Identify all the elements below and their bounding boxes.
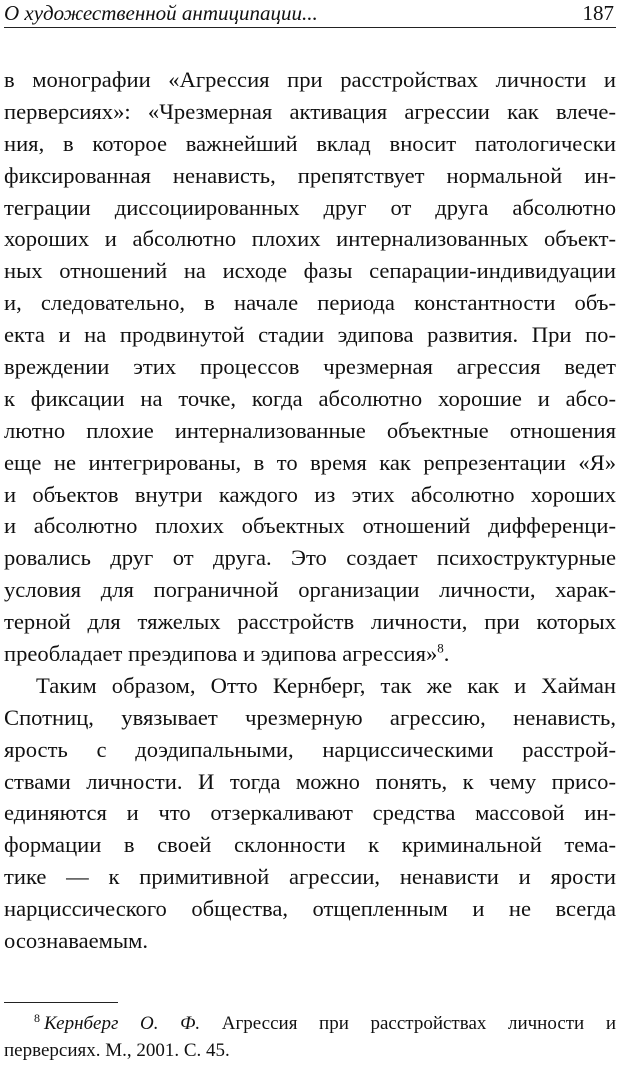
text-line: единяются и что отзеркаливают средства массовой ин- (4, 800, 616, 826)
paragraph-first-line: Таким образом, Отто Кернберг, так же как и Хайман (36, 672, 616, 698)
footnote (4, 1010, 616, 1064)
quote-end-text: преобладает преэдипова и эдипова агрессия» (4, 641, 438, 667)
text-line: условия для пограничной организации личности, харак- (4, 577, 616, 603)
running-header (4, 0, 616, 28)
text-line: к фиксации на точке, когда абсолютно хорошие и абсо- (4, 385, 616, 411)
text-line: лютно плохие интернализованные объектные отношения (4, 417, 616, 443)
text-line: ных отношений на исходе фазы сепарации-индивидуации (4, 258, 616, 284)
text-line: и объектов внутри каждого из этих абсолютно хороших (4, 481, 616, 507)
text-line: ствами личности. И тогда можно понять, к чему присо- (4, 768, 616, 794)
text-line: тике — к примитивной агрессии, ненависти и ярости (4, 864, 616, 890)
text-line-quote-end (4, 638, 616, 670)
text-line: ярость с доэдипальными, нарциссическими расстрой- (4, 736, 616, 762)
text-line: и, следовательно, в начале периода константности объ- (4, 290, 616, 316)
text-line: перверсиях»: «Чрезмерная активация агрессии как влече- (4, 98, 616, 124)
text-line: формации в своей склонности к криминальной тема- (4, 832, 616, 858)
footnote-number: 8 (34, 1010, 40, 1025)
text-line: еще не интегрированы, в то время как репрезентации «Я» (4, 449, 616, 475)
footnote-reference[interactable]: 8 (437, 640, 444, 656)
text-line: в монографии «Агрессия при расстройствах личности и (4, 67, 616, 92)
text-line: ния, в которое важнейший вклад вносит патологически (4, 130, 616, 156)
page-number: 187 (582, 1, 614, 25)
text-line: фиксированная ненависть, препятствует нормальной ин- (4, 162, 616, 188)
footnote-title: Агрессия при расстройствах личности и (221, 1013, 617, 1034)
text-line: и абсолютно плохих объектных отношений дифференци- (4, 513, 616, 539)
footnote-line: перверсиях. М., 2001. С. 45. (4, 1040, 230, 1061)
text-line: екта и на продвинутой стадии эдипова развития. При по- (4, 322, 616, 348)
running-header-title: О художественной антиципации... (4, 1, 318, 25)
text-line: Спотниц, увязывает чрезмерную агрессию, ненависть, (4, 704, 616, 730)
text-line: нарциссического общества, отщепленным и не всегда (4, 896, 616, 922)
body-text (4, 64, 616, 957)
text-line: вреждении этих процессов чрезмерная агрессия ведет (4, 354, 616, 380)
footnote-line (4, 1010, 616, 1037)
text-line: осознаваемым. (4, 928, 149, 954)
text-line: теграции диссоциированных друг от друга абсолютно (4, 194, 616, 220)
text-line: ровались друг от друга. Это создает психоструктурные (4, 545, 616, 571)
text-line: терной для тяжелых расстройств личности, при которых (4, 609, 616, 635)
text-line: хороших и абсолютно плохих интернализованных объект- (4, 226, 616, 252)
footnote-divider (4, 1002, 118, 1003)
quote-end-punct: . (443, 641, 450, 667)
footnote-author: Кернберг О. Ф. (44, 1013, 201, 1034)
